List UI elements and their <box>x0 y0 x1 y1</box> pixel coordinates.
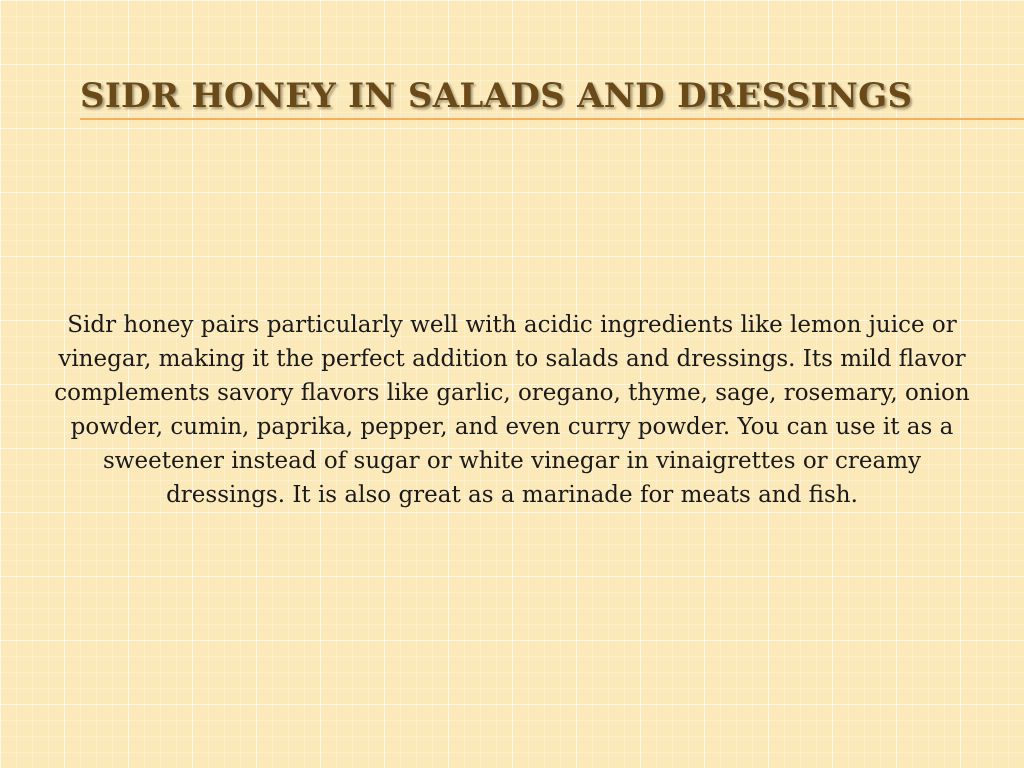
slide-body-text: Sidr honey pairs particularly well with acidic ingredients like lemon juice or vinegar, making it the perfect addition to salads and dressings. Its mild flavor complements savory flavors like garlic, oregano, thyme, sage, rosemary, onion powder, cumin, paprika, pepper, and even curry powder. You can use it as a sweetener instead of sugar or white vinegar in vinaigrettes or creamy dressings. It is also great as a marinade for meats and fish. <box>54 312 970 508</box>
title-divider <box>80 118 1024 120</box>
slide-title: SIDR HONEY IN SALADS AND DRESSINGS <box>80 76 913 116</box>
